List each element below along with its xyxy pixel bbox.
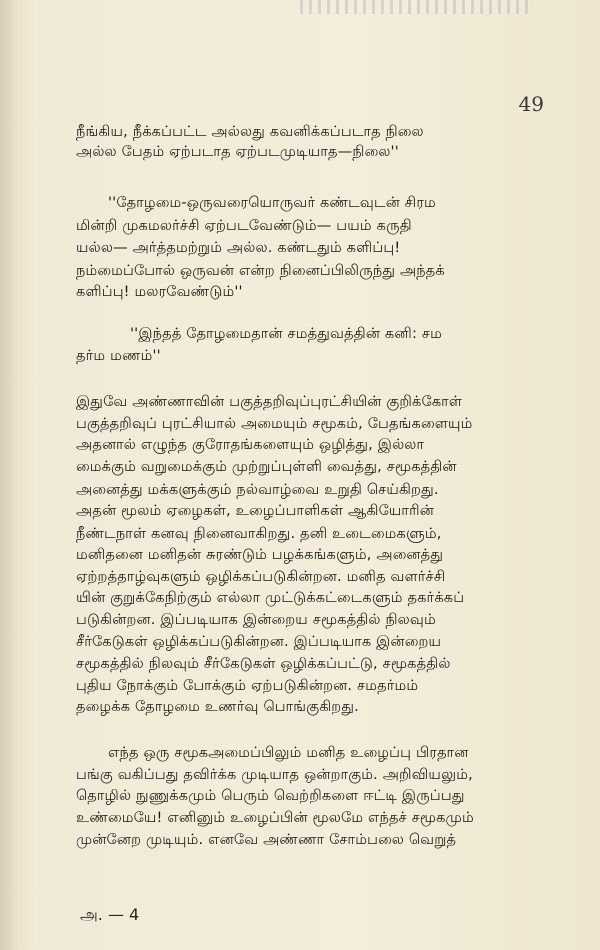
signature-mark: அ. — 4 <box>80 905 140 924</box>
body-line: புதிய நோக்கும் போக்கும் ஏற்படுகின்றன. சமதர்மம் <box>76 677 419 694</box>
body-line: தொழில் நுணுக்கமும் பெரும் வெற்றிகளை ஈட்டி இருப்பது <box>76 788 465 805</box>
body-line: அனைத்து மக்களுக்கும் நல்வாழ்வை உறுதி செய்கிறது. <box>76 481 439 498</box>
quote-line: ''இந்தத் தோழமைதான் சமத்துவத்தின் கனி: சம <box>130 325 442 342</box>
quote-line: தர்ம மணம்'' <box>76 348 161 365</box>
body-line: நீண்டநாள் கனவு நினைவாகிறது. தனி உடைமைகளும், <box>76 525 442 542</box>
body-line: தழைக்க தோழமை உணர்வு பொங்குகிறது. <box>76 699 359 716</box>
quote-line: மின்றி முகமலர்ச்சி ஏற்படவேண்டும்— பயம் கருதி <box>76 217 412 234</box>
body-line: படுகின்றன. இப்படியாக இன்றைய சமூகத்தில் நிலவும் <box>76 612 436 628</box>
quote-line: ''தோழமை-ஒருவரையொருவர் கண்டவுடன் சிரம <box>108 195 436 212</box>
body-line: மைக்கும் வறுமைக்கும் முற்றுப்புள்ளி வைத்து, சமூகத்தின் <box>76 459 457 475</box>
body-line: சமூகத்தில் நிலவும் சீர்கேடுகள் ஒழிக்கப்பட்டு, சமூகத்தில் <box>76 656 451 673</box>
body-line: பகுத்தறிவுப் புரட்சியால் அமையும் சமூகம், பேதங்களையும் <box>76 415 473 432</box>
body-line: எந்த ஒரு சமூகஅமைப்பிலும் மனித உழைப்பு பிரதான <box>108 745 469 762</box>
page-binding-shadow <box>0 0 18 950</box>
body-line: அதனால் எழுந்த குரோதங்களையும் ஒழித்து, இல்லா <box>76 437 425 454</box>
top-edge-artifact <box>300 0 530 14</box>
text-line: நீங்கிய, நீக்கப்பட்ட அல்லது கவனிக்கப்படாத நிலை <box>76 124 424 141</box>
body-line: உண்மையே! எனினும் உழைப்பின் மூலமே எந்தச் சமூகமும் <box>76 810 474 826</box>
body-line: யின் குறுக்கேநிற்கும் எல்லா முட்டுக்கட்டைகளும் தகர்க்கப் <box>76 590 465 607</box>
page-number: 49 <box>518 92 544 116</box>
quote-line: களிப்பு! மலரவேண்டும்'' <box>76 284 243 301</box>
body-line: முன்னேற முடியும். எனவே அண்ணா சோம்பலை வெறுத் <box>76 831 457 848</box>
quote-line: யல்ல— அர்த்தமற்றும் அல்ல. கண்டதும் களிப்பு! <box>76 240 401 257</box>
body-line: இதுவே அண்ணாவின் பகுத்தறிவுப்புரட்சியின் குறிக்கோள் <box>76 394 463 411</box>
body-line: ஏற்றத்தாழ்வுகளும் ஒழிக்கப்படுகின்றன. மனித வளர்ச்சி <box>76 568 446 585</box>
body-line: பங்கு வகிப்பது தவிர்க்க முடியாத ஒன்றாகும். அறிவியலும், <box>76 766 473 783</box>
body-line: சீர்கேடுகள் ஒழிக்கப்படுகின்றன. இப்படியாக இன்றைய <box>76 633 442 650</box>
body-line: மனிதனை மனிதன் சுரண்டும் பழக்கங்களும், அனைத்து <box>76 547 444 564</box>
body-line: அதன் மூலம் ஏழைகள், உழைப்பாளிகள் ஆகியோரின் <box>76 503 434 520</box>
text-line: அல்ல பேதம் ஏற்படாத ஏற்படமுடியாத—நிலை'' <box>76 144 399 160</box>
quote-line: நம்மைப்போல் ஒருவன் என்ற நினைப்பிலிருந்து அந்தக் <box>76 262 445 279</box>
